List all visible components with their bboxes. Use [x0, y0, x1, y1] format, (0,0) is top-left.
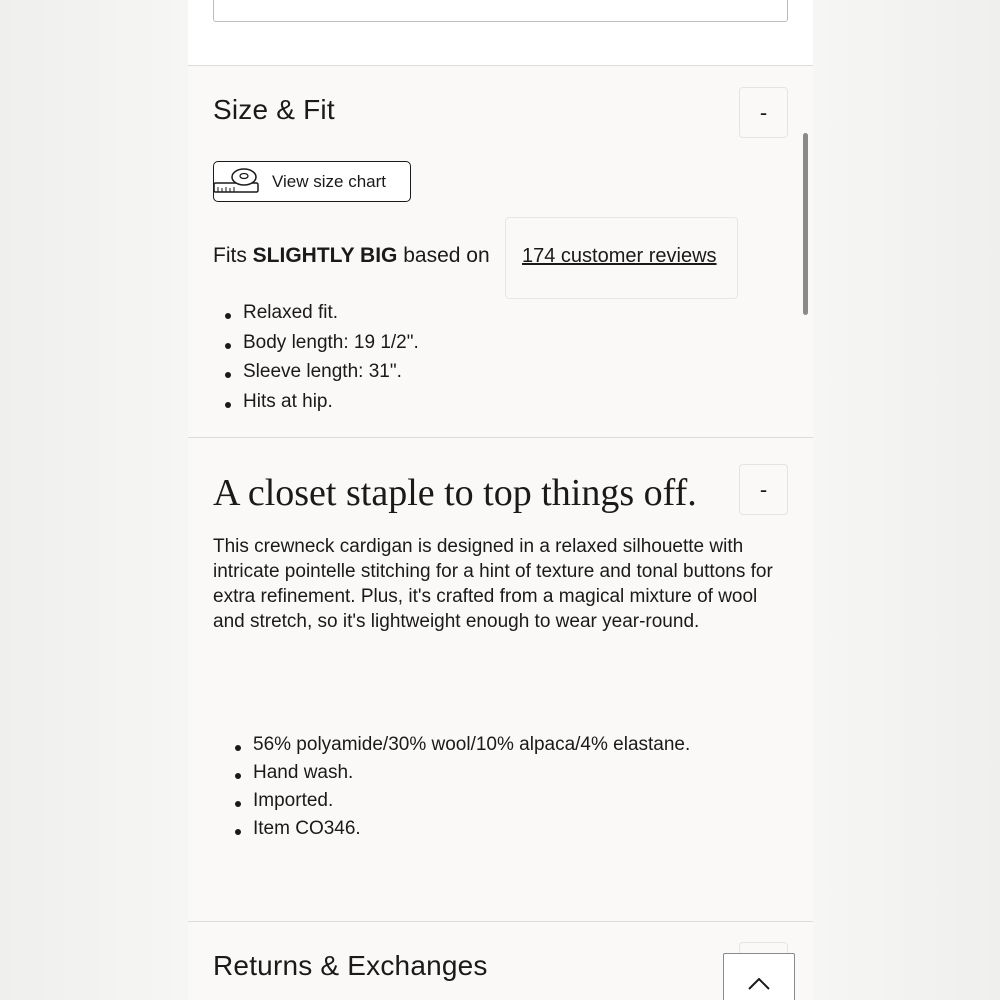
list-item: Item CO346.	[223, 818, 690, 846]
product-details-list	[223, 734, 690, 846]
returns-exchanges-section[interactable]	[188, 921, 813, 1000]
description-section	[188, 437, 813, 922]
fit-prefix: Fits	[213, 244, 247, 267]
product-details-panel	[188, 0, 813, 1000]
size-fit-collapse-button[interactable]: -	[739, 87, 788, 138]
size-fit-section	[188, 65, 813, 438]
list-item: 56% polyamide/30% wool/10% alpaca/4% elastane.	[223, 734, 690, 762]
view-size-chart-button[interactable]	[213, 161, 411, 202]
description-collapse-button[interactable]: -	[739, 464, 788, 515]
returns-exchanges-title: Returns & Exchanges	[213, 950, 488, 981]
fit-summary	[213, 244, 490, 268]
list-item: Hits at hip.	[213, 391, 419, 421]
list-item: Imported.	[223, 790, 690, 818]
back-to-top-button[interactable]	[723, 953, 795, 1000]
list-item: Sleeve length: 31".	[213, 361, 419, 391]
customer-reviews-button[interactable]	[505, 217, 738, 299]
list-item: Body length: 19 1/2".	[213, 332, 419, 362]
measuring-tape-icon	[212, 166, 262, 196]
page-background-right	[813, 0, 1000, 1000]
fit-suffix: based on	[403, 244, 490, 267]
size-fit-title: Size & Fit	[213, 94, 335, 125]
customer-reviews-link[interactable]: 174 customer reviews	[522, 245, 717, 267]
description-title: A closet staple to top things off.	[213, 472, 697, 514]
view-size-chart-label: View size chart	[272, 172, 387, 191]
scrollbar-thumb[interactable]	[803, 133, 808, 315]
chevron-up-icon	[748, 978, 770, 990]
list-item: Hand wash.	[223, 762, 690, 790]
page-background-left	[0, 0, 188, 1000]
input-field-bottom-edge[interactable]	[213, 0, 788, 22]
description-body: This crewneck cardigan is designed in a relaxed silhouette with intricate pointelle stitching for a hint of texture and tonal buttons for extra refinement. Plus, it's crafted from a magical mixture of wool and stretch, so it's lightweight enough to wear year-round.	[213, 536, 773, 632]
fit-value: SLIGHTLY BIG	[252, 244, 398, 267]
list-item: Relaxed fit.	[213, 302, 419, 332]
fit-details-list	[213, 302, 419, 420]
